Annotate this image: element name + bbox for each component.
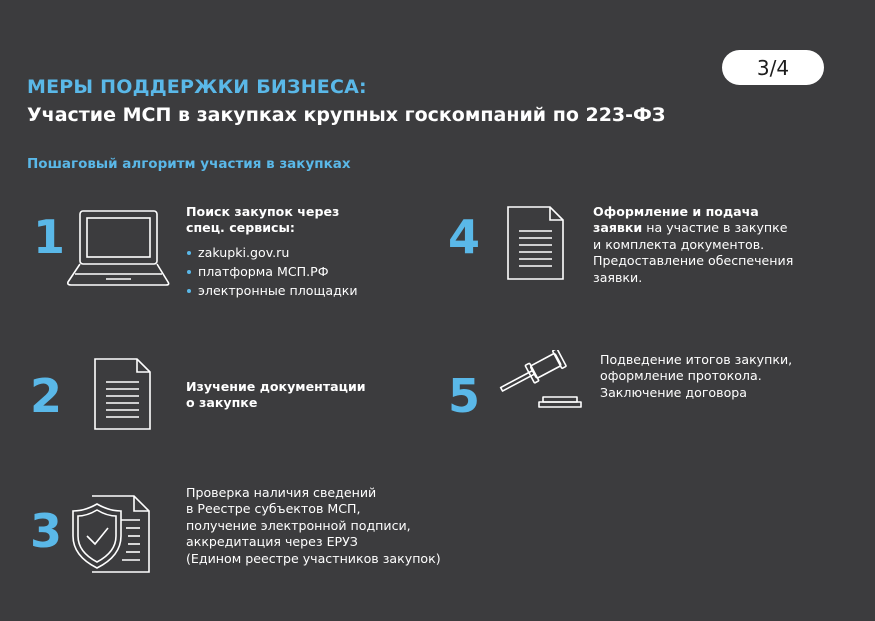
page-indicator: 3/4	[722, 50, 824, 85]
step-2-number: 2	[30, 369, 63, 423]
document-icon	[92, 357, 154, 431]
step-1-heading-line1: Поиск закупок через	[186, 204, 340, 219]
step-2-text	[186, 379, 366, 412]
step-4-heading-line1: Оформление и подача	[593, 204, 759, 219]
shield-document-icon	[70, 494, 154, 574]
step-4-line: заявки.	[593, 269, 643, 285]
list-item: платформа МСП.РФ	[186, 262, 358, 281]
document-icon	[505, 205, 567, 281]
step-4-line: Предоставление обеспечения	[593, 253, 794, 269]
step-3-number: 3	[30, 504, 63, 558]
step-3-line: в Реестре субъектов МСП,	[186, 501, 361, 517]
step-1-services-list	[186, 243, 358, 300]
step-1-number: 1	[33, 210, 66, 264]
step-3-line: аккредитация через ЕРУЗ	[186, 534, 358, 550]
page-subtitle: Пошаговый алгоритм участия в закупках	[27, 156, 351, 172]
list-item: электронные площадки	[186, 281, 358, 300]
step-5-line: Подведение итогов закупки,	[600, 352, 793, 367]
list-item: zakupki.gov.ru	[186, 243, 358, 262]
step-4-text	[593, 204, 793, 286]
step-1-heading-line2: спец. сервисы:	[186, 220, 295, 236]
laptop-icon	[62, 208, 174, 292]
step-3-text	[186, 485, 441, 567]
step-5-text	[600, 352, 792, 401]
step-5-number: 5	[448, 369, 481, 423]
step-4-heading-bold: заявки	[593, 220, 643, 236]
step-4-number: 4	[448, 210, 481, 264]
step-3-line: получение электронной подписи,	[186, 517, 411, 533]
step-2-heading-line1: Изучение документации	[186, 379, 366, 394]
step-4-line: на участие в закупке	[642, 220, 788, 236]
step-5-line: Заключение договора	[600, 384, 747, 400]
step-1-text	[186, 204, 358, 300]
step-5-line: оформление протокола.	[600, 368, 762, 384]
step-4-line: и комплекта документов.	[593, 236, 765, 252]
gavel-icon	[497, 350, 585, 412]
page-title-secondary: Участие МСП в закупках крупных госкомпаний по 223-ФЗ	[27, 104, 666, 126]
step-2-heading-line2: о закупке	[186, 395, 258, 411]
page-title: МЕРЫ ПОДДЕРЖКИ БИЗНЕСА:	[27, 76, 367, 98]
step-3-line: Проверка наличия сведений	[186, 485, 377, 500]
step-3-line: (Едином реестре участников закупок)	[186, 550, 441, 566]
